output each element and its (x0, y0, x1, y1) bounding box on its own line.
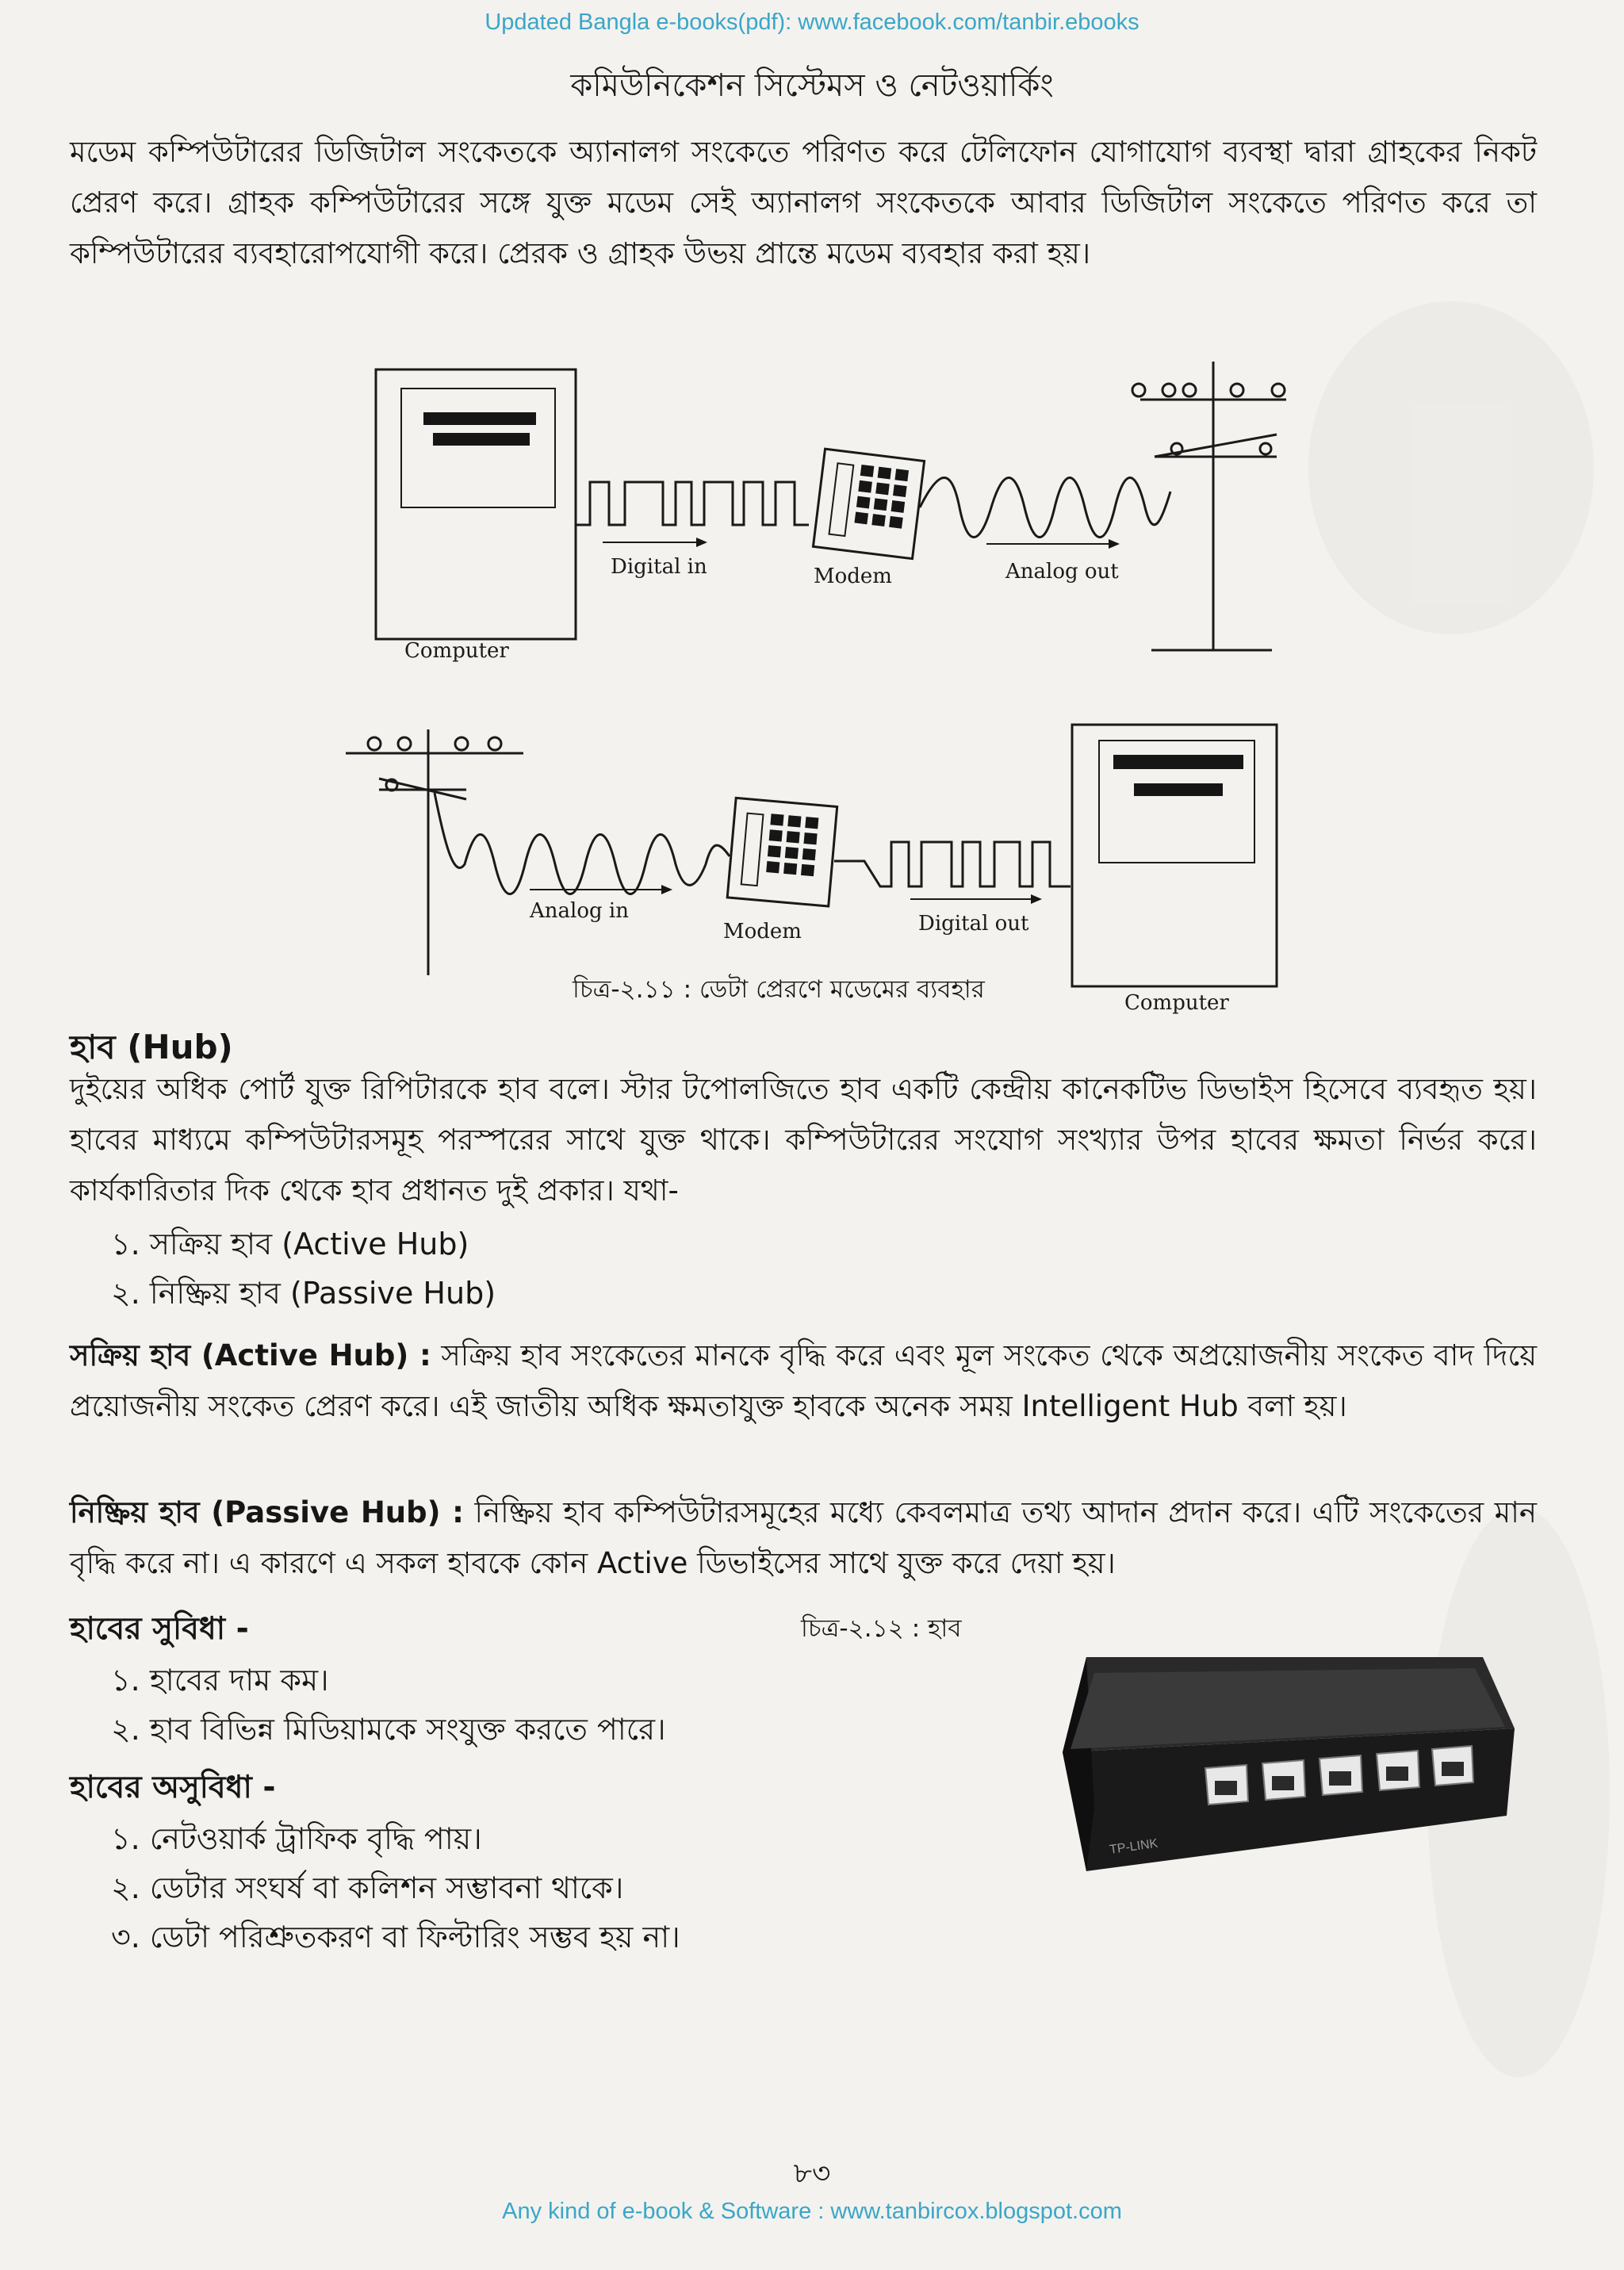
arrow-right-icon (696, 538, 707, 547)
arrow-right-icon (1031, 894, 1042, 904)
footer-link[interactable]: Any kind of e-book & Software : www.tanbircox.blogspot.com (502, 2199, 1122, 2224)
list-item: ২. ডেটার সংঘর্ষ বা কলিশন সম্ভাবনা থাকে। (111, 1870, 624, 1905)
term-definition: সক্রিয় হাব সংকেতের মানকে বৃদ্ধি করে এবং মূল সংকেত থেকে অপ্রয়োজনীয় সংকেত বাদ দিয়ে প্রয়োজনীয় সংকেত প্রেরণ করে। এই জাতীয় অধিক ক্ষমতাযুক্ত হাবকে অনেক সময় Intelligent Hub বলা হয়। (70, 1338, 1538, 1423)
label-modem-top: Modem (814, 565, 892, 588)
term-label: নিষ্ক্রিয় হাব (Passive Hub) : (70, 1495, 464, 1529)
passive-hub-paragraph (70, 1487, 1537, 1589)
hub-figure-caption: চিত্র-২.১২ : হাব (801, 1614, 962, 1643)
network-hub-image (1039, 1633, 1515, 1887)
modem-icon (727, 798, 837, 906)
active-hub-paragraph (70, 1330, 1537, 1432)
label-modem-bottom: Modem (723, 920, 802, 944)
keypad-icon (766, 813, 818, 876)
arrow-right-icon (1109, 539, 1120, 549)
list-item: ১. সক্রিয় হাব (Active Hub) (111, 1227, 469, 1261)
arrow-right-icon (661, 885, 672, 894)
list-item: ৩. ডেটা পরিশ্রুতকরণ বা ফিল্টারিং সম্ভব হয় না। (111, 1920, 680, 1954)
list-item: ২. নিষ্ক্রিয় হাব (Passive Hub) (111, 1276, 496, 1311)
list-item: ২. হাব বিভিন্ন মিডিয়ামকে সংযুক্ত করতে পারে। (111, 1712, 666, 1747)
advantages-heading: হাবের সুবিধা - (70, 1611, 249, 1647)
intro-paragraph: মডেম কম্পিউটারের ডিজিটাল সংকেতকে অ্যানালগ সংকেতে পরিণত করে টেলিফোন যোগাযোগ ব্যবস্থা দ্বারা গ্রাহকের নিকট প্রেরণ করে। গ্রাহক কম্পিউটারের সঙ্গে যুক্ত মডেম সেই অ্যানালগ সংকেতকে আবার ডিজিটাল সংকেতে পরিণত করে তা কম্পিউটারের ব্যবহারোপযোগী করে। প্রেরক ও গ্রাহক উভয় প্রান্তে মডেম ব্যবহার করা হয়। (70, 135, 1537, 270)
label-analog-in: Analog in (530, 899, 629, 923)
label-analog-out: Analog out (1005, 560, 1119, 584)
page-number: ৮৩ (793, 2157, 831, 2190)
hub-paragraph: দুইয়ের অধিক পোর্ট যুক্ত রিপিটারকে হাব বলে। স্টার টপোলজিতে হাব একটি কেন্দ্রীয় কানেকটিভ ডিভাইস হিসেবে ব্যবহৃত হয়। হাবের মাধ্যমে কম্পিউটারসমূহ পরস্পরের সাথে যুক্ত থাকে। কম্পিউটারের সংযোগ সংখ্যার উপর হাবের ক্ষমতা নির্ভর করে। কার্যকারিতার দিক থেকে হাব প্রধানত দুই প্রকার। যথা- (70, 1072, 1537, 1208)
disadvantages-heading: হাবের অসুবিধা - (70, 1770, 276, 1805)
label-computer-top: Computer (404, 639, 509, 663)
modem-figure (0, 341, 1624, 1031)
term-definition: নিষ্ক্রিয় হাব কম্পিউটারসমূহের মধ্যে কেবলমাত্র তথ্য আদান প্রদান করে। এটি সংকেতের মান বৃদ্ধি করে না। এ কারণে এ সকল হাবকে কোন Active ডিভাইসের সাথে যুক্ত করে দেয়া হয়। (70, 1495, 1537, 1580)
computer-icon (376, 369, 576, 639)
running-head: কমিউনিকেশন সিস্টেমস ও নেটওয়ার্কিং (570, 67, 1054, 104)
telephone-pole-icon (346, 729, 523, 975)
list-item: ১. হাবের দাম কম। (111, 1663, 329, 1698)
term-label: সক্রিয় হাব (Active Hub) : (70, 1338, 431, 1372)
brand-logo: TP-LINK (1109, 1836, 1159, 1857)
label-digital-out: Digital out (918, 912, 1029, 936)
label-digital-in: Digital in (611, 555, 707, 579)
header-link[interactable]: Updated Bangla e-books(pdf): www.facebook.com/tanbir.ebooks (485, 10, 1139, 35)
keypad-icon (854, 465, 909, 529)
telephone-pole-icon (1132, 362, 1286, 650)
label-computer-bottom: Computer (1124, 991, 1229, 1015)
figure-caption: চিত্র-২.১১ : ডেটা প্রেরণে মডেমের ব্যবহার (573, 975, 985, 1004)
list-item: ১. নেটওয়ার্ক ট্রাফিক বৃদ্ধি পায়। (111, 1821, 482, 1856)
section-heading: হাব (Hub) (70, 1028, 233, 1066)
